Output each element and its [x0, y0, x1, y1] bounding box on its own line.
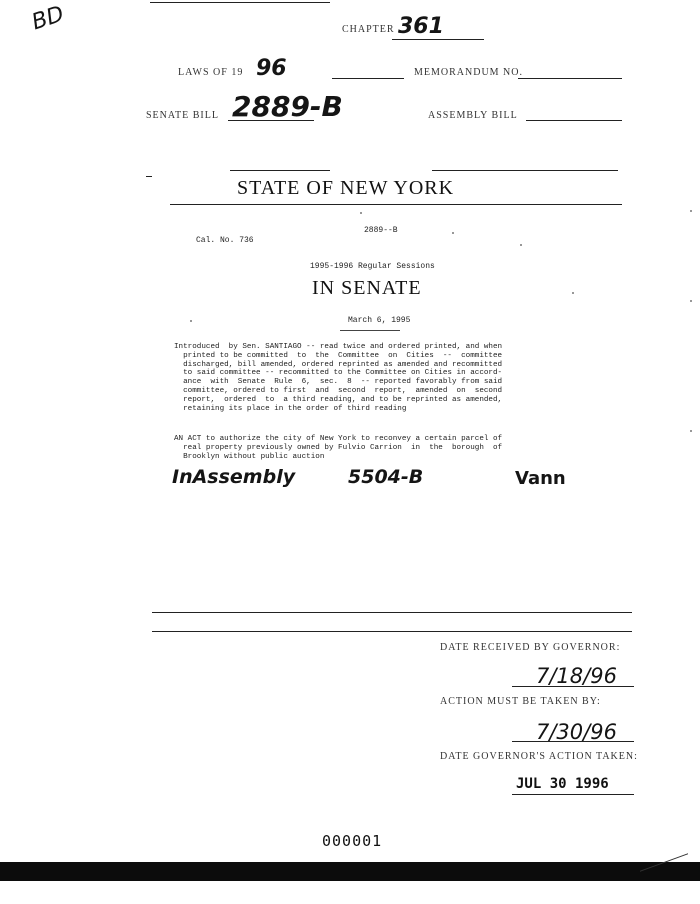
scan-speck: [360, 212, 362, 214]
scan-speck: [690, 430, 692, 432]
chapter-underline: [392, 39, 484, 40]
top-rule-left: [230, 170, 330, 171]
state-title-underline: [170, 204, 622, 205]
sessions: 1995-1996 Regular Sessions: [310, 262, 435, 271]
intro-line: discharged, bill amended, ordered reprinted as amended and recommitted: [174, 360, 503, 369]
laws-label: LAWS OF 19: [178, 67, 244, 78]
corner-mark: BD: [28, 1, 68, 36]
intro-line: to said committee -- recommitted to the Committee on Cities in accord-: [174, 369, 503, 378]
scan-speck: [572, 292, 574, 294]
action-due-label: ACTION MUST BE TAKEN BY:: [440, 696, 601, 707]
scan-edge-line: [150, 2, 330, 3]
action-due-underline: [512, 741, 634, 742]
senate-bill-label: SENATE BILL: [146, 110, 219, 121]
laws-underline: [332, 78, 404, 79]
memorandum-label: MEMORANDUM NO.: [414, 67, 524, 78]
memorandum-underline: [518, 78, 622, 79]
intro-line: printed to be committed to the Committee on Cities -- committee: [174, 351, 503, 360]
assembly-bill-underline: [526, 120, 622, 121]
action-taken-stamp: JUL 30 1996: [516, 776, 609, 792]
page-number: 000001: [322, 832, 383, 850]
action-due-value: 7/30/96: [536, 720, 617, 744]
lower-rule-1: [152, 612, 632, 613]
date-received-label: DATE RECEIVED BY GOVERNOR:: [440, 642, 621, 653]
action-taken-underline: [512, 794, 634, 795]
house-title: IN SENATE: [312, 277, 422, 299]
intro-line: committee, ordered to first and second report, amended on second: [174, 386, 503, 395]
margin-tick: [146, 176, 152, 177]
intro-line: report, ordered to a third reading, and to be reprinted as amended,: [174, 395, 503, 404]
act-title-paragraph: [174, 435, 502, 461]
intro-line: retaining its place in the order of third reading: [174, 404, 407, 413]
intro-line: ance with Senate Rule 6, sec. 8 -- reported favorably from said: [174, 378, 503, 387]
act-line: real property previously owned by Fulvio Carrion in the borough of: [174, 443, 503, 452]
scan-speck: [520, 244, 522, 246]
sponsor-handwritten: Vann: [515, 468, 566, 489]
scan-bottom-bar: [0, 862, 700, 881]
action-taken-label: DATE GOVERNOR'S ACTION TAKEN:: [440, 751, 638, 762]
lower-rule-2: [152, 631, 632, 632]
scan-speck: [690, 210, 692, 212]
state-title: STATE OF NEW YORK: [237, 177, 455, 199]
date-received-value: 7/18/96: [536, 664, 617, 688]
top-rule-right: [432, 170, 618, 171]
chapter-label: CHAPTER: [342, 24, 395, 35]
assembly-bill-label: ASSEMBLY BILL: [428, 110, 518, 121]
calendar-number: Cal. No. 736: [196, 236, 254, 245]
chapter-value: 361: [398, 14, 444, 39]
senate-bill-value: 2889-B: [232, 90, 343, 123]
date-received-underline: [512, 686, 634, 687]
bill-number: 2889--B: [364, 226, 398, 235]
in-assembly-handwritten: InAssembly: [172, 466, 296, 488]
scan-speck: [452, 232, 454, 234]
scan-speck: [690, 300, 692, 302]
assembly-number-handwritten: 5504-B: [348, 466, 424, 488]
introduction-paragraph: [174, 343, 502, 413]
act-line: Brooklyn without public auction: [174, 452, 325, 461]
act-line: AN ACT to authorize the city of New York to reconvey a certain parcel of: [174, 435, 503, 443]
intro-line: Introduced by Sen. SANTIAGO -- read twice and ordered printed, and when: [174, 343, 503, 351]
date-underline: [340, 330, 400, 331]
scan-speck: [190, 320, 192, 322]
laws-value: 96: [256, 56, 287, 81]
senate-bill-underline: [228, 120, 314, 121]
introduction-date: March 6, 1995: [348, 316, 411, 325]
